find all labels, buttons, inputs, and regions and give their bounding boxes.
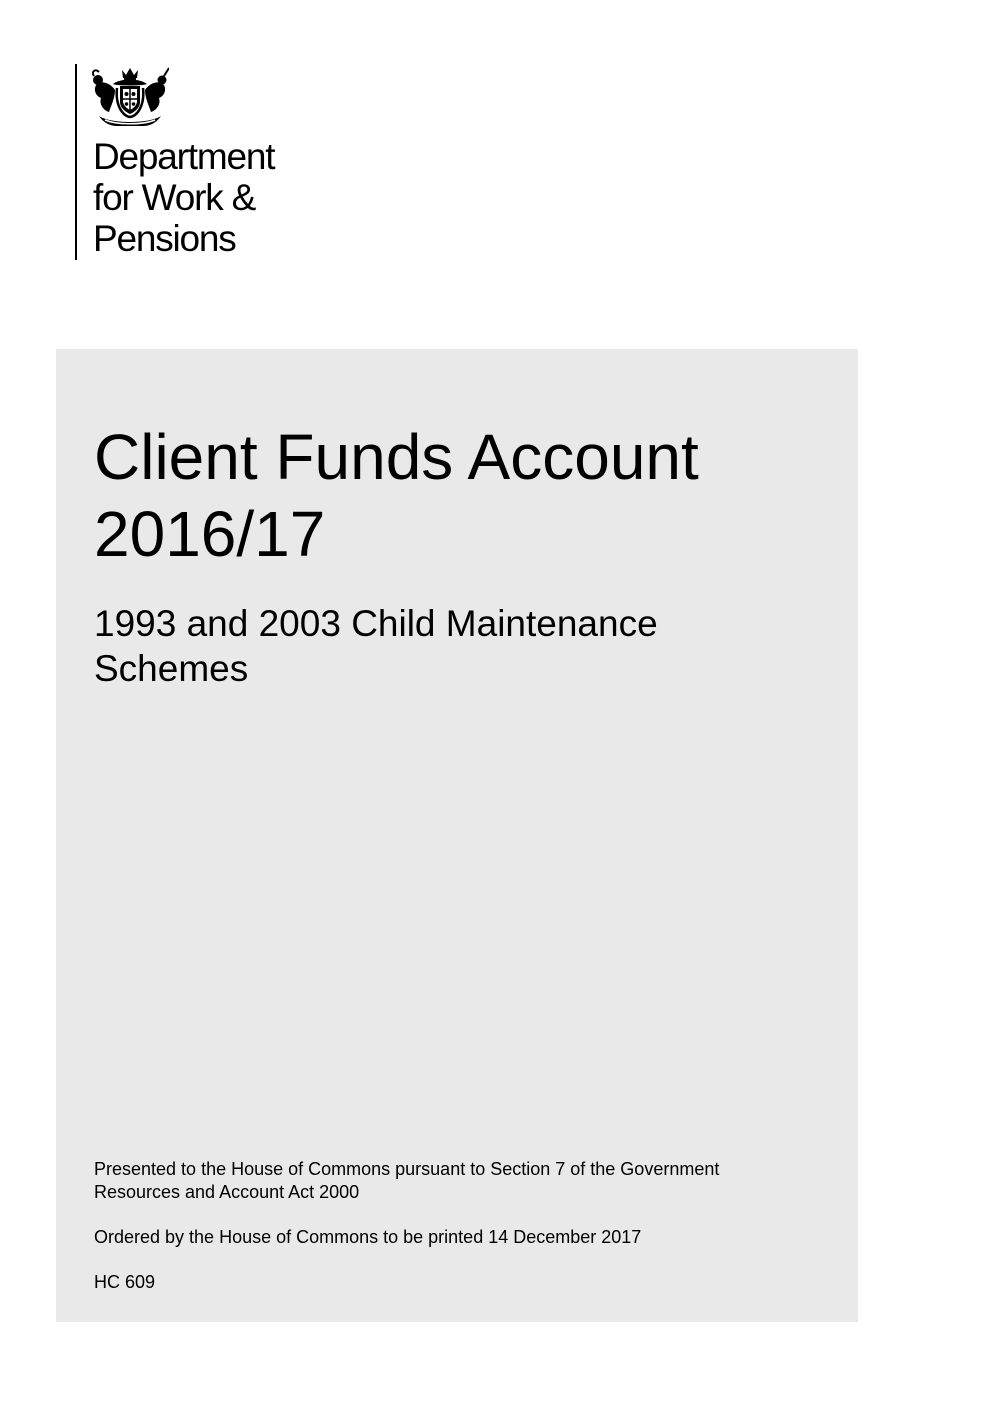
cover-panel <box>56 349 858 1322</box>
document-subtitle <box>94 601 658 691</box>
ordered-statement: Ordered by the House of Commons to be printed 14 December 2017 <box>94 1227 642 1247</box>
parliamentary-notes <box>94 1136 719 1316</box>
presented-statement-line-2: Resources and Account Act 2000 <box>94 1182 360 1202</box>
logo-rule <box>75 64 77 260</box>
document-title-line-2: 2016/17 <box>94 498 326 570</box>
document-title <box>94 419 699 573</box>
department-name-line-3: Pensions <box>93 218 236 259</box>
document-title-line-1: Client Funds Account <box>94 421 699 493</box>
department-logo <box>75 64 335 260</box>
department-name-line-2: for Work & <box>93 177 256 218</box>
presented-statement-line-1: Presented to the House of Commons pursuant to Section 7 of the Government <box>94 1159 720 1179</box>
royal-coat-of-arms-icon <box>91 66 169 130</box>
document-subtitle-line-1: 1993 and 2003 Child Maintenance <box>94 603 658 644</box>
document-subtitle-line-2: Schemes <box>94 648 249 689</box>
department-name <box>93 136 274 259</box>
department-name-line-1: Department <box>93 136 275 177</box>
hc-number: HC 609 <box>94 1272 156 1292</box>
